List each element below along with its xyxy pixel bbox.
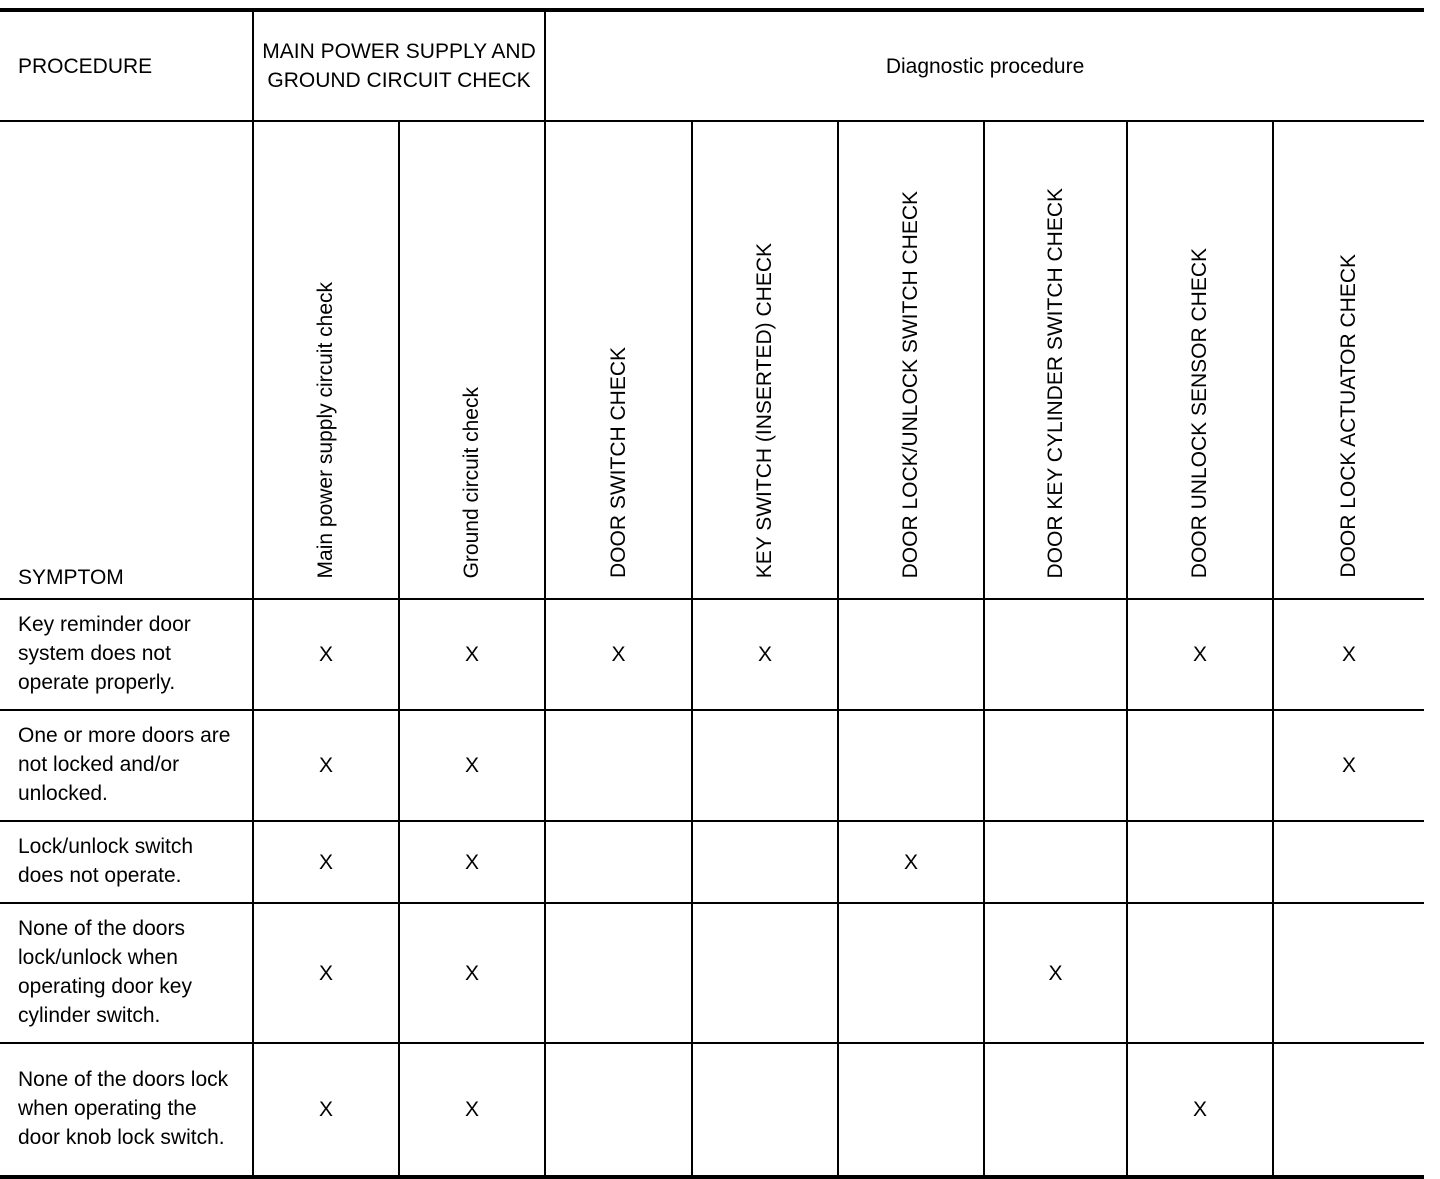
column-header-label: DOOR SWITCH CHECK — [606, 347, 630, 578]
check-mark-cell — [1127, 821, 1273, 903]
column-header — [984, 121, 1127, 599]
check-mark-cell — [1273, 821, 1424, 903]
check-mark-cell: X — [253, 710, 399, 821]
check-mark-cell — [984, 1043, 1127, 1177]
check-mark-cell — [545, 1043, 692, 1177]
check-mark-cell: X — [253, 821, 399, 903]
check-mark-cell — [692, 710, 838, 821]
check-mark-cell: X — [253, 1043, 399, 1177]
column-header — [253, 121, 399, 599]
column-header-label: KEY SWITCH (INSERTED) CHECK — [753, 242, 777, 578]
column-header-row — [0, 121, 1424, 599]
diagnostic-procedure-group-header: Diagnostic procedure — [545, 10, 1424, 121]
check-mark-cell — [545, 821, 692, 903]
main-power-ground-group-header: MAIN POWER SUPPLY AND GROUND CIRCUIT CHECK — [253, 10, 545, 121]
column-header-label: DOOR LOCK/UNLOCK SWITCH CHECK — [899, 190, 923, 578]
check-mark-cell — [838, 903, 984, 1043]
symptom-cell: Key reminder door system does not operate properly. — [0, 599, 253, 710]
table-row — [0, 821, 1424, 903]
table-row — [0, 1043, 1424, 1177]
table-row — [0, 710, 1424, 821]
check-mark-cell — [692, 903, 838, 1043]
check-mark-cell: X — [838, 821, 984, 903]
column-header-label: Ground circuit check — [460, 386, 483, 578]
check-mark-cell — [1127, 710, 1273, 821]
column-header — [838, 121, 984, 599]
symptom-cell: None of the doors lock when operating the door knob lock switch. — [0, 1043, 253, 1177]
column-header-label: DOOR UNLOCK SENSOR CHECK — [1188, 247, 1212, 578]
check-mark-cell — [1273, 903, 1424, 1043]
check-mark-cell: X — [253, 599, 399, 710]
column-header-label: Main power supply circuit check — [314, 281, 337, 578]
check-mark-cell: X — [399, 903, 545, 1043]
check-mark-cell — [838, 710, 984, 821]
check-mark-cell: X — [399, 1043, 545, 1177]
check-mark-cell — [984, 599, 1127, 710]
check-mark-cell: X — [984, 903, 1127, 1043]
check-mark-cell: X — [1127, 1043, 1273, 1177]
diagnosis-table — [0, 8, 1424, 1179]
check-mark-cell: X — [1273, 710, 1424, 821]
check-mark-cell — [545, 710, 692, 821]
check-mark-cell: X — [253, 903, 399, 1043]
table-row — [0, 599, 1424, 710]
check-mark-cell: X — [1127, 599, 1273, 710]
column-header — [1273, 121, 1424, 599]
column-header-label: DOOR LOCK ACTUATOR CHECK — [1337, 254, 1361, 578]
check-mark-cell: X — [692, 599, 838, 710]
symptom-cell: None of the doors lock/unlock when operating door key cylinder switch. — [0, 903, 253, 1043]
table-row — [0, 903, 1424, 1043]
check-mark-cell — [984, 821, 1127, 903]
symptom-cell: One or more doors are not locked and/or unlocked. — [0, 710, 253, 821]
check-mark-cell: X — [545, 599, 692, 710]
symptom-header: SYMPTOM — [0, 121, 253, 599]
column-header — [545, 121, 692, 599]
symptom-cell: Lock/unlock switch does not operate. — [0, 821, 253, 903]
check-mark-cell — [838, 1043, 984, 1177]
column-header — [1127, 121, 1273, 599]
column-header — [692, 121, 838, 599]
procedure-header: PROCEDURE — [0, 10, 253, 121]
check-mark-cell — [1273, 1043, 1424, 1177]
check-mark-cell: X — [399, 821, 545, 903]
check-mark-cell — [692, 821, 838, 903]
check-mark-cell — [984, 710, 1127, 821]
check-mark-cell — [1127, 903, 1273, 1043]
check-mark-cell — [838, 599, 984, 710]
check-mark-cell: X — [399, 710, 545, 821]
check-mark-cell: X — [399, 599, 545, 710]
check-mark-cell — [545, 903, 692, 1043]
column-header-label: DOOR KEY CYLINDER SWITCH CHECK — [1043, 187, 1067, 578]
header-group-row — [0, 10, 1424, 121]
check-mark-cell: X — [1273, 599, 1424, 710]
check-mark-cell — [692, 1043, 838, 1177]
column-header — [399, 121, 545, 599]
